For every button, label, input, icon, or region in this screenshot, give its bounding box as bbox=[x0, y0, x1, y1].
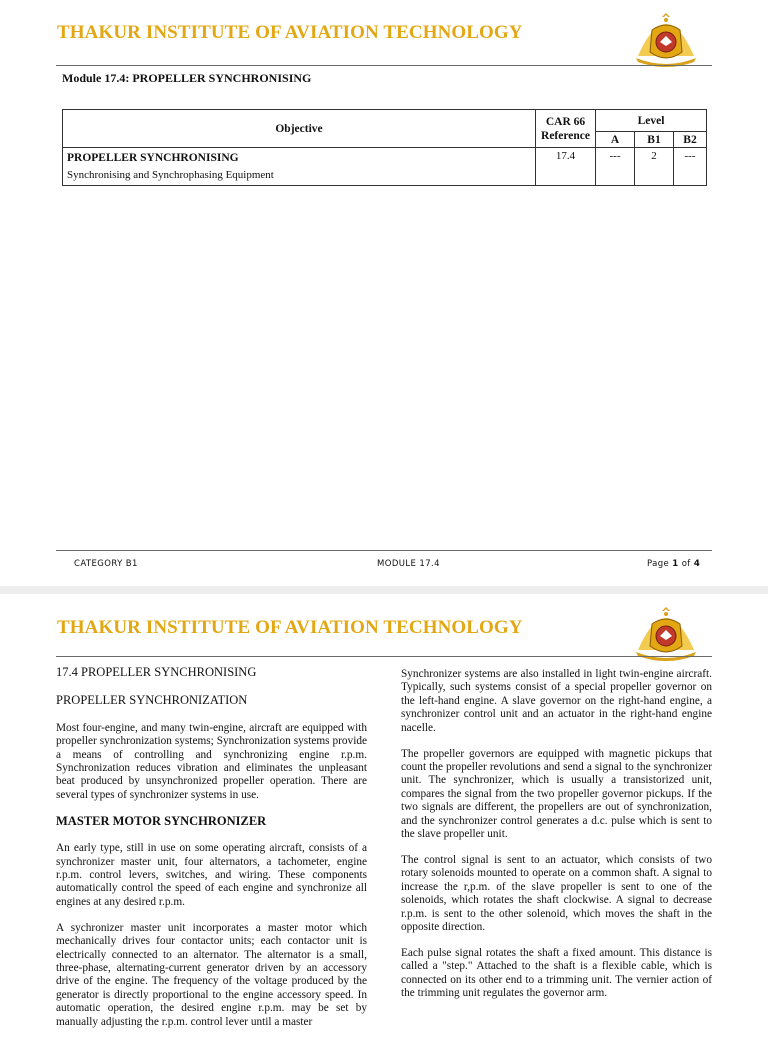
footer-rule bbox=[56, 550, 712, 551]
footer-category: CATEGORY B1 bbox=[74, 559, 138, 569]
footer-page-number bbox=[647, 559, 700, 569]
level-a-value: --- bbox=[596, 148, 635, 186]
level-header: Level bbox=[596, 110, 707, 132]
reference-label: Reference bbox=[541, 129, 590, 142]
level-b2-header: B2 bbox=[674, 132, 707, 148]
left-column bbox=[56, 666, 367, 1041]
paragraph: The propeller governors are equipped with magnetic pickups that count the propeller revolutions and send a signal to the synchronizer unit. The synchronizer, which is usually a transistorized unit, compares the signal from the two propeller governor pickups. If the two signals are different, the propellers are out of synchronization, and the synchronizer control generates a d.c. pulse which is sent to the slave propeller unit. bbox=[401, 747, 712, 840]
module-title: Module 17.4: PROPELLER SYNCHRONISING bbox=[62, 71, 312, 85]
right-column bbox=[401, 668, 712, 1013]
page-separator bbox=[0, 586, 768, 594]
propeller-sync-heading: PROPELLER SYNCHRONIZATION bbox=[56, 693, 248, 708]
paragraph: An early type, still in use on some operating aircraft, consists of a synchronizer master unit, four alternators, a tachometer, engine r.p.m. control levers, switches, and wiring. These components automatically control the speed of each engine and synchronize all engines at any desired r.p.m. bbox=[56, 842, 367, 908]
institute-title: THAKUR INSTITUTE OF AVIATION TECHNOLOGY bbox=[57, 22, 523, 43]
level-b1-value: 2 bbox=[635, 148, 674, 186]
car66-header bbox=[536, 110, 596, 148]
paragraph: Each pulse signal rotates the shaft a fixed amount. This distance is called a "step." Attached to the shaft is a flexible cable, which is connected on its other end to a trimming unit. The vernier action of the trimming unit regulates the governor arm. bbox=[401, 946, 712, 1000]
objective-table bbox=[62, 109, 707, 186]
level-a-header: A bbox=[596, 132, 635, 148]
objective-title: PROPELLER SYNCHRONISING bbox=[67, 152, 239, 164]
objective-cell bbox=[63, 148, 536, 186]
page-total: 4 bbox=[693, 559, 701, 569]
institute-logo-page2 bbox=[632, 606, 700, 662]
level-b1-header: B1 bbox=[635, 132, 674, 148]
footer-module: MODULE 17.4 bbox=[377, 559, 440, 569]
level-b2-value: --- bbox=[674, 148, 707, 186]
master-motor-heading: MASTER MOTOR SYNCHRONIZER bbox=[56, 813, 267, 828]
page-current: 1 bbox=[672, 559, 679, 569]
paragraph: The control signal is sent to an actuator, which consists of two rotary solenoids mounted to operate on a common shaft. A signal to increase the r,p.m. of the slave propeller is sent to one of the solenoids, which rotates the shaft clockwise. A signal to decrease r.p.m. is sent to the other solenoid, which moves the shaft in the opposite direction. bbox=[401, 853, 712, 933]
objective-header: Objective bbox=[63, 110, 536, 148]
reference-value: 17.4 bbox=[536, 148, 596, 186]
section-heading: 17.4 PROPELLER SYNCHRONISING bbox=[56, 665, 257, 679]
header-rule-page2 bbox=[56, 656, 712, 657]
objective-subtitle: Synchronising and Synchrophasing Equipment bbox=[67, 169, 274, 181]
institute-logo bbox=[632, 12, 700, 68]
paragraph: Most four-engine, and many twin-engine, aircraft are equipped with propeller synchronization systems; Synchronization systems provide a means of controlling and synchronizing engine r.p.m. Synchronization reduces vibration and eliminates the unpleasant beat produced by unsynchronized propeller operation. There are several types of synchronizer systems in use. bbox=[56, 721, 367, 801]
paragraph: A sychronizer master unit incorporates a master motor which mechanically drives four contactor units; each contactor unit is electrically connected to an alternator. The alternator is a small, three-phase, alternating-current generator driven by an accessory drive of the engine. The frequency of the voltage produced by the generator is directly proportional to the engine accessory speed. In automatic operation, the desired engine r.p.m. may be set by manually adjusting the r.p.m. control lever until a master bbox=[56, 921, 367, 1028]
institute-title-page2: THAKUR INSTITUTE OF AVIATION TECHNOLOGY bbox=[57, 617, 523, 638]
page-of: of bbox=[678, 559, 694, 569]
page-prefix: Page bbox=[647, 559, 673, 569]
header-rule bbox=[56, 65, 712, 66]
paragraph: Synchronizer systems are also installed in light twin-engine aircraft. Typically, such systems consist of a special propeller governor on the left-hand engine. A slave governor on the right-hand engine, a synchronizer control unit and an actuator in the right-hand engine nacelle. bbox=[401, 668, 712, 734]
car66-label: CAR 66 bbox=[545, 115, 586, 128]
